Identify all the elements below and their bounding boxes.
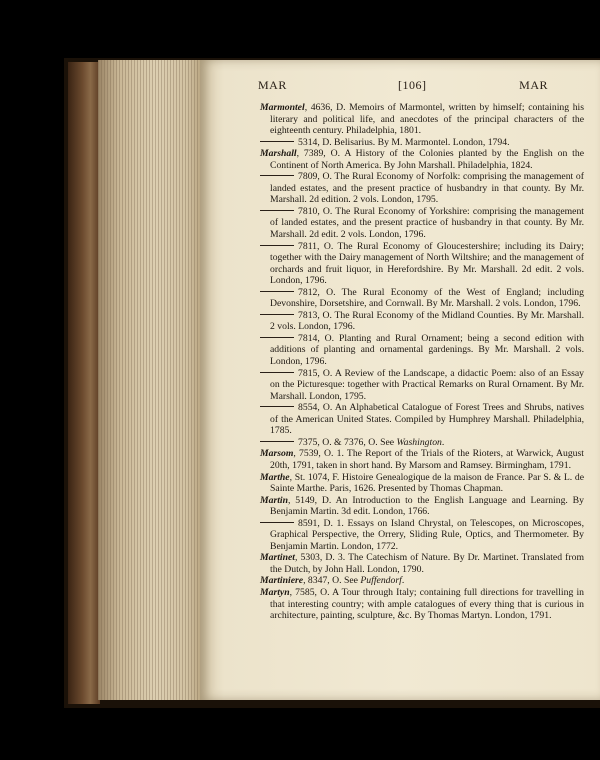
ditto-dash xyxy=(260,291,294,292)
ditto-dash xyxy=(260,522,294,523)
entry-author: Martiniere xyxy=(260,575,304,587)
entry-author: Martin xyxy=(260,494,288,506)
ditto-dash xyxy=(260,372,294,373)
entry-text: , 5149, D. An Introduction to the English Language and Learning. By Benjamin Martin. 3d edit. London, 1766. xyxy=(270,494,584,518)
entry-author: Marthe xyxy=(260,471,290,483)
catalogue-entry xyxy=(260,287,584,310)
catalogue-entry xyxy=(260,206,584,241)
catalogue-entry xyxy=(260,368,584,403)
entry-text: , 7539, O. 1. The Report of the Trials of the Rioters, at Warwick, August 20th, 1791, taken in short hand. By Marsom and Ramsey. Birmingham, 1791. xyxy=(270,448,584,471)
catalogue-entries xyxy=(260,102,584,622)
entry-author: Martinet xyxy=(260,552,295,564)
ditto-dash xyxy=(260,314,294,315)
entry-tail: . xyxy=(401,575,405,587)
ditto-dash xyxy=(260,141,294,142)
entry-author: Martyn xyxy=(260,586,290,598)
page-number: [106] xyxy=(398,78,427,92)
ditto-dash xyxy=(260,406,294,407)
book-spine xyxy=(68,62,100,704)
ditto-dash xyxy=(260,175,294,176)
catalogue-entry xyxy=(260,171,584,206)
catalogue-entry xyxy=(260,333,584,368)
catalogue-entry xyxy=(260,241,584,287)
entry-text: 7815, O. A Review of the Landscape, a didactic Poem: also of an Essay on the Picturesque: together with Practical Remarks on Rural Ornament. By Mr. Marshall. London, 1795. xyxy=(270,367,584,402)
catalogue-entry xyxy=(260,402,584,437)
entry-text: , 5303, D. 3. The Catechism of Nature. By Dr. Martinet. Translated from the Dutch, by John Hall. London, 1790. xyxy=(270,552,584,575)
ditto-dash xyxy=(260,210,294,211)
catalogue-entry xyxy=(260,310,584,333)
ditto-dash xyxy=(260,245,294,246)
entry-author: Marsom xyxy=(260,448,294,460)
catalogue-entry xyxy=(260,518,584,553)
catalogue-entry xyxy=(260,437,584,449)
entry-text: 7813, O. The Rural Economy of the Midland Counties. By Mr. Marshall. 2 vols. London, 1796. xyxy=(270,309,584,333)
catalogue-entry xyxy=(260,495,584,518)
entry-text: , 7389, O. A History of the Colonies planted by the English on the Continent of North America. By John Marshall. Philadelphia, 1824. xyxy=(270,148,584,171)
catalogue-entry xyxy=(260,575,584,587)
entry-tail: . xyxy=(441,436,445,448)
running-header xyxy=(258,78,588,94)
entry-text: 8554, O. An Alphabetical Catalogue of Forest Trees and Shrubs, natives of the American United States. Compiled by Humphrey Marshall. Philadelphia, 1785. xyxy=(270,402,584,437)
ditto-dash xyxy=(260,441,294,442)
entry-text: , 8347, O. See xyxy=(303,575,361,587)
entry-author: Marshall xyxy=(260,148,297,160)
entry-text: 7812, O. The Rural Economy of the West of England; including Devonshire, Dorsetshire, and Cornwall. By Mr. Marshall. 2 vols. London, 1796. xyxy=(270,286,584,310)
entry-text: , 4636, D. Memoirs of Marmontel, written by himself; containing his literary and political life, and anecdotes of the principal characters of the eighteenth century. Philadelphia, 1801. xyxy=(270,102,584,137)
entry-text: 7809, O. The Rural Economy of Norfolk: comprising the management of landed estates, and the present practice of husbandry in that county. By Mr. Marshall. 2d edition. 2 vols. London, 1795. xyxy=(270,171,584,206)
cross-reference: Puffendorf xyxy=(360,575,402,587)
catalogue-entry xyxy=(260,587,584,622)
catalogue-entry xyxy=(260,448,584,471)
entry-text: 7814, O. Planting and Rural Ornament; being a second edition with additions of planting and ornamental gardenings. By Mr. Marshall. 2 vols. London, 1796. xyxy=(270,332,584,368)
entry-text: , 7585, O. A Tour through Italy; containing full directions for travelling in that interesting country; with ample catalogues of every thing that is curious in architecture, painting, sculpture, &c. By Thomas Martyn. London, 1791. xyxy=(270,586,584,622)
ditto-dash xyxy=(260,337,294,338)
header-left: MAR xyxy=(258,78,287,92)
entry-text: 7810, O. The Rural Economy of Yorkshire: comprising the management of landed estates, and the present practice of husbandry in that county. By Mr. Marshall. 2d edit. 2 vols. London, 1796. xyxy=(270,205,584,241)
catalogue-entry xyxy=(260,137,584,149)
catalogue-entry xyxy=(260,552,584,575)
catalogue-page xyxy=(200,60,600,700)
catalogue-entry xyxy=(260,102,584,137)
header-right: MAR xyxy=(519,78,548,92)
entry-text: 5314, D. Belisarius. By M. Marmontel. London, 1794. xyxy=(298,136,510,148)
entry-text: 7811, O. The Rural Economy of Gloucestershire; including its Dairy; together with the Dairy management of North Wiltshire; and the management of orchards and fruit liquor, in Herefordshire. By Mr. Marshall. 2d edit. 2 vols. London, 1796. xyxy=(270,240,584,287)
catalogue-entry xyxy=(260,148,584,171)
cross-reference: Washington xyxy=(396,436,442,448)
entry-author: Marmontel xyxy=(260,102,305,113)
catalogue-entry xyxy=(260,472,584,495)
entry-text: 8591, D. 1. Essays on Island Chrystal, on Telescopes, on Microscopes, Graphical Perspective, the Orrery, Sliding Rule, Optics, and Thermometer. By Benjamin Martin. London, 1772. xyxy=(270,517,584,552)
page-edges xyxy=(98,60,202,700)
entry-text: 7375, O. & 7376, O. See xyxy=(298,436,397,448)
entry-text: , St. 1074, F. Histoire Genealogique de la maison de France. Par S. & L. de Sainte Marthe. Paris, 1626. Presented by Thomas Chapman. xyxy=(270,471,584,495)
